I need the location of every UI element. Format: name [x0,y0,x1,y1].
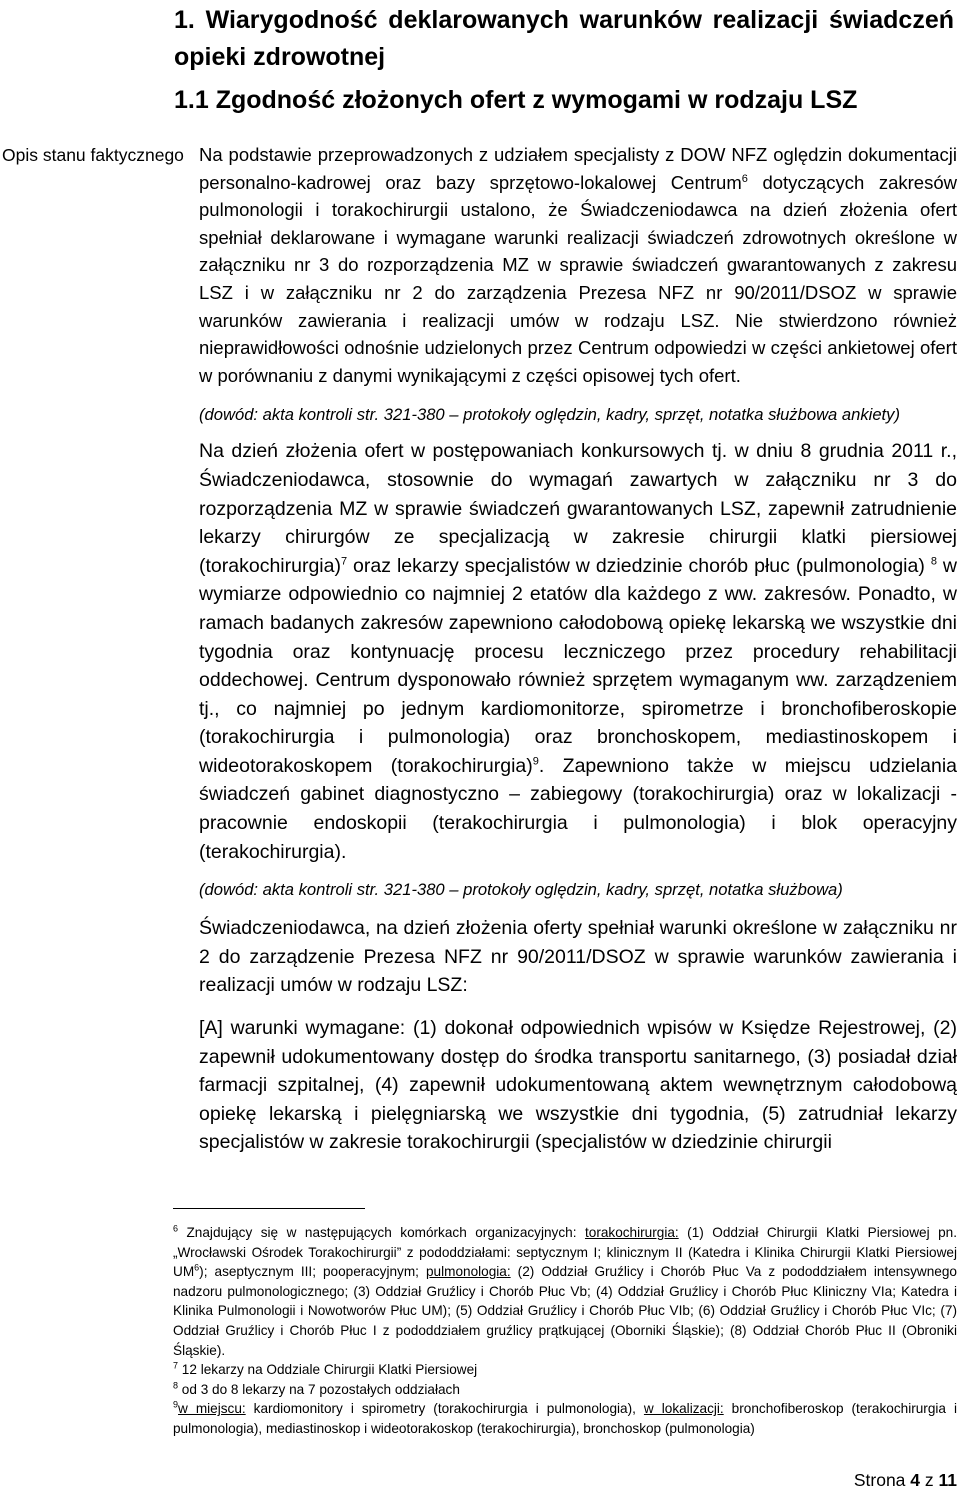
footnote-ref[interactable]: 9 [532,755,539,768]
main-content [199,141,957,1157]
paragraph-staffing: Na dzień złożenia ofert w postępowaniach konkursowych tj. w dniu 8 grudnia 2011 r., Świadczeniodawca, stosownie do wymagań zawartych w załączniku nr 3 do rozporządzenia MZ w sprawie świadczeń gwarantowanych LSZ, zapewnił zatrudnienie lekarzy chirurgów ze specjalizacją w zakresie chirurgii klatki piersiowej (torakochirurgia)$^7$ oraz lekarzy specjalistów w dziedzinie chorób płuc (pulmonologia) $^8$ w wymiarze odpowiednio co najmniej 2 etatów dla każdego z ww. zakresów. Ponadto, w ramach badanych zakresów zapewniono całodobową opiekę lekarską we wszystkie dni tygodnia oraz kontynuację procesu leczniczego przez procedury rehabilitacji oddechowej. Centrum dysponowało również sprzętem wymaganym ww. zarządzeniem tj., co najmniej po jednym kardiomonitorze, spirometrze i bronchofiberoskopie (torakochirurgia i pulmonologia) oraz bronchoskopem, mediastinoskopem i wideotorakoskopem (torakochirurgia)$^9$. Zapewniono także w miejscu udzielania świadczeń gabinet diagnostyczno – zabiegowy (torakochirurgia) oraz w lokalizacji - pracownie endoskopii (terakochirurgia i pulmonologia) i blok operacyjny (terakochirurgia). [199,440,958,863]
paragraph-conditions: Świadczeniodawca, na dzień złożenia oferty spełniał warunki określone w załączniku nr 2 do zarządzenie Prezesa NFZ nr 90/2011/DSOZ w sprawie warunków zawierania i realizacji umów w rodzaju LSZ: [199,917,957,997]
footnotes [173,1223,957,1439]
section-heading: 1. Wiarygodność deklarowanych warunków realizacji świadczeń opieki zdrowotnej [174,6,954,71]
paragraph-findings: Na podstawie przeprowadzonych z udziałem specjalisty z DOW NFZ oględzin dokumentacji personalno-kadrowej oraz bazy sprzętowo-lokalowej Centrum$^6$ dotyczących zakresów pulmonologii i torakochirurgii ustalono, że Świadczeniodawca na dzień złożenia ofert spełniał deklarowane i wymagane warunki realizacji świadczeń zdrowotnych określone w załączniku nr 3 do rozporządzenia MZ w sprawie świadczeń gwarantowanych z zakresu LSZ i w załączniku nr 2 do zarządzenia Prezesa NFZ nr 90/2011/DSOZ w sprawie warunków zawierania i realizacji umów w rodzaju LSZ. Nie stwierdzono również nieprawidłowości odnośnie udzielonych przez Centrum odpowiedzi w części ankietowej ofert w porównaniu z danymi wynikającymi z części opisowej tych ofert. [199,144,957,386]
evidence-note: (dowód: akta kontroli str. 321-380 – protokoły oględzin, kadry, sprzęt, notatka służbowa) [199,880,843,900]
page-number: Strona 4 z 11 [853,1470,957,1490]
paragraph-required-conditions: [A] warunki wymagane: (1) dokonał odpowiednich wpisów w Księdze Rejestrowej, (2) zapewnił udokumentowany dostęp do środka transportu sanitarnego, (3) posiadał dział farmacji szpitalnej, (4) zapewnił udokumentowaną aktem wewnętrznym całodobową opiekę lekarską i pielęgniarską we wszystkie dni tygodnia, (5) zatrudniał lekarzy specjalistów w zakresie torakochirurgii (specjalistów w dziedzinie chirurgii [199,1017,957,1154]
subsection-heading: 1.1 Zgodność złożonych ofert z wymogami w rodzaju LSZ [174,86,858,114]
side-label: Opis stanu faktycznego [2,145,184,165]
footnote-divider [173,1208,365,1209]
evidence-note: (dowód: akta kontroli str. 321-380 – protokoły oględzin, kadry, sprzęt, notatka służbowa ankiety) [199,405,900,425]
footnote-ref[interactable]: 7 [340,555,348,568]
footnote-7: $^7$ 12 lekarzy na Oddziale Chirurgii Klatki Piersiowej [173,1360,478,1378]
footnote-ref[interactable]: 8 [930,555,937,568]
footnote-ref[interactable]: 6 [741,172,748,185]
footnote-8: $^8$ od 3 do 8 lekarzy na 7 pozostałych oddziałach [173,1380,460,1397]
footnote-6: $^6$ Znajdujący się w następujących komórkach organizacyjnych: torakochirurgia: (1) Oddział Chirurgii Klatki Piersiowej pn. „Wrocławski Ośrodek Torakochirurgii” z pododdziałami: septycznym I; klinicznym II (Katedra i Klinika Chirurgii Klatki Piersiowej $UM^6$); aseptycznym III; pooperacyjnym; pulmonologia: (2) Oddział Gruźlicy i Chorób Płuc Va z pododdziałem intensywnego nadzoru pulmonologicznego; (3) Oddział Gruźlicy i Chorób Płuc Vb; (4) Oddział Gruźlicy i Chorób Płuc Kliniczny VIa; Katedra i Klinika Pulmonologii i Nowotworów Płuc UM); (5) Oddział Gruźlicy i Chorób Płuc VIb; (6) Oddział Gruźlicy i Chorób Płuc VIc; (7) Oddział Gruźlicy i Chorób Płuc I z pododdziałem gruźlicy prątkującej (Oborniki Śląskie); (8) Oddział Chorób Płuc II (Obroniki Śląskie). [173,1223,957,1358]
footnote-9: $^9$w miejscu: kardiomonitory i spirometry (torakochirurgia i pulmonologia), w lokalizacji: bronchofiberoskop (terakochirurgia i pulmonologia), mediastinoskop i wideotorakoskop (terakochirurgia), bronchoskop (pulmonologia) [173,1399,957,1436]
